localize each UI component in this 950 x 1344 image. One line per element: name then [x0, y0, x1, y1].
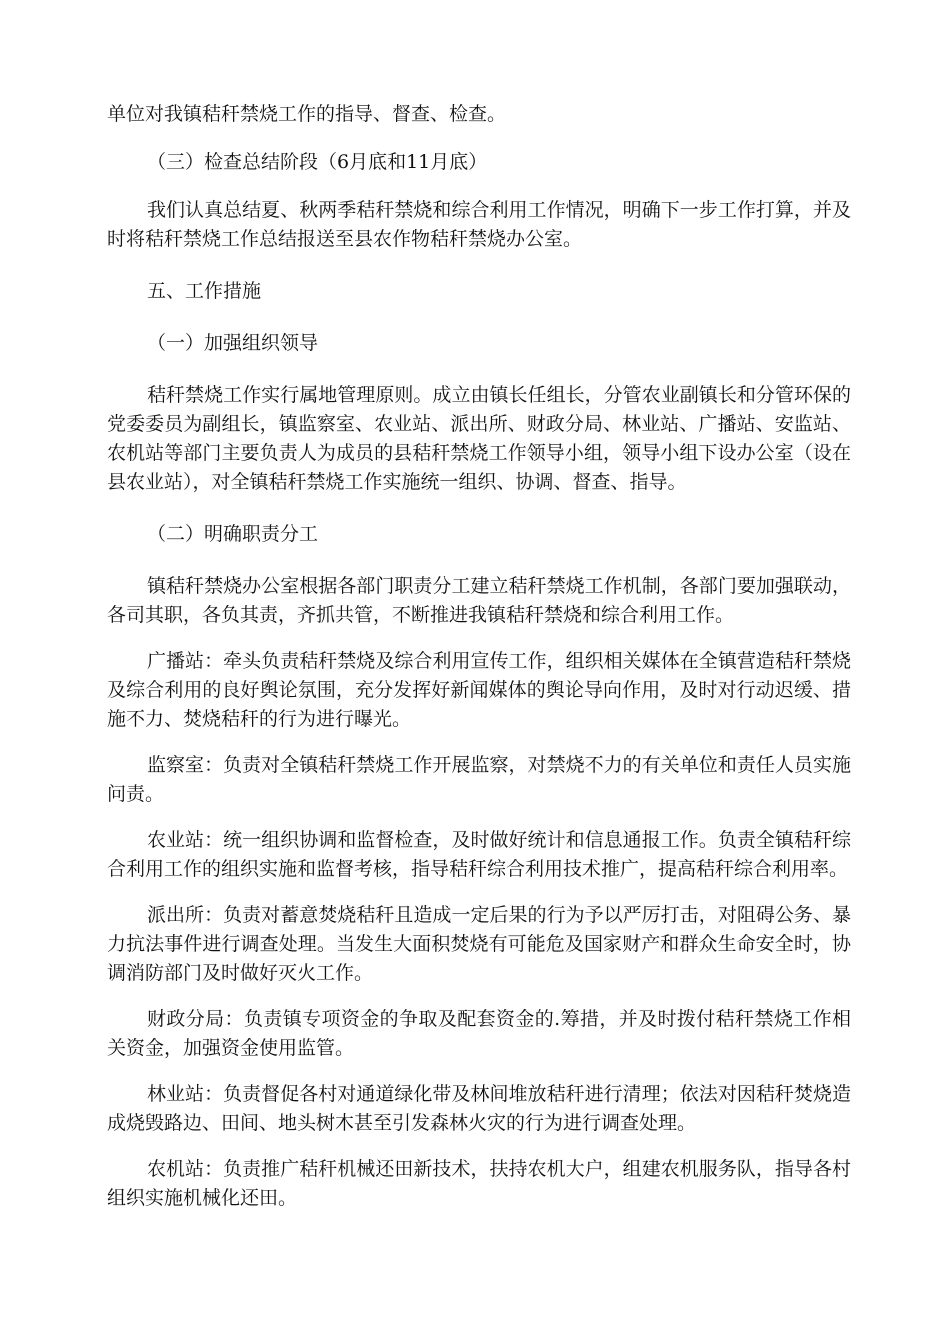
- paragraph-police-station: 派出所：负责对蓄意焚烧秸秆且造成一定后果的行为予以严厉打击，对阻碍公务、暴力抗法事件进行调查处理。当发生大面积焚烧有可能危及国家财产和群众生命安全时，协调消防部门及时做好灭火工作。: [107, 904, 851, 984]
- paragraph-leadership: 秸秆禁烧工作实行属地管理原则。成立由镇长任组长，分管农业副镇长和分管环保的党委委员为副组长，镇监察室、农业站、派出所、财政分局、林业站、广播站、安监站、农机站等部门主要负责人为成员的县秸秆禁烧工作领导小组，领导小组下设办公室（设在县农业站），对全镇秸秆禁烧工作实施统一组织、协调、督查、指导。: [107, 384, 851, 493]
- paragraph-broadcast-station: 广播站：牵头负责秸秆禁烧及综合利用宣传工作，组织相关媒体在全镇营造秸秆禁烧及综合利用的良好舆论氛围，充分发挥好新闻媒体的舆论导向作用，及时对行动迟缓、措施不力、焚烧秸秆的行为进行曝光。: [107, 650, 851, 730]
- paragraph-agriculture-station: 农业站：统一组织协调和监督检查，及时做好统计和信息通报工作。负责全镇秸秆综合利用工作的组织实施和监督考核，指导秸秆综合利用技术推广，提高秸秆综合利用率。: [107, 829, 851, 880]
- paragraph-agri-machinery-station: 农机站：负责推广秸秆机械还田新技术，扶持农机大户，组建农机服务队，指导各村组织实施机械化还田。: [107, 1158, 851, 1209]
- paragraph-forestry-station: 林业站：负责督促各村对通道绿化带及林间堆放秸秆进行清理；依法对因秸秆焚烧造成烧毁路边、田间、地头树木甚至引发森林火灾的行为进行调查处理。: [107, 1083, 851, 1134]
- paragraph-continuation: 单位对我镇秸秆禁烧工作的指导、督查、检查。: [107, 103, 507, 125]
- paragraph-supervision-office: 监察室：负责对全镇秸秆禁烧工作开展监察，对禁烧不力的有关单位和责任人员实施问责。: [107, 754, 851, 805]
- subheading-leadership: （一）加强组织领导: [147, 332, 319, 354]
- subheading-responsibilities: （二）明确职责分工: [147, 523, 319, 545]
- paragraph-responsibilities: 镇秸秆禁烧办公室根据各部门职责分工建立秸秆禁烧工作机制，各部门要加强联动，各司其职，各负其责，齐抓共管，不断推进我镇秸秆禁烧和综合利用工作。: [107, 575, 851, 626]
- section-heading-measures: 五、工作措施: [147, 280, 262, 302]
- paragraph-finance-branch: 财政分局：负责镇专项资金的争取及配套资金的.筹措，并及时拨付秸秆禁烧工作相关资金，加强资金使用监管。: [107, 1008, 851, 1059]
- document-body: [107, 100, 851, 1213]
- paragraph-summary: 我们认真总结夏、秋两季秸秆禁烧和综合利用工作情况，明确下一步工作打算，并及时将秸秆禁烧工作总结报送至县农作物秸秆禁烧办公室。: [107, 199, 851, 250]
- subheading-inspection-summary: （三）检查总结阶段（6月底和11月底）: [147, 151, 488, 173]
